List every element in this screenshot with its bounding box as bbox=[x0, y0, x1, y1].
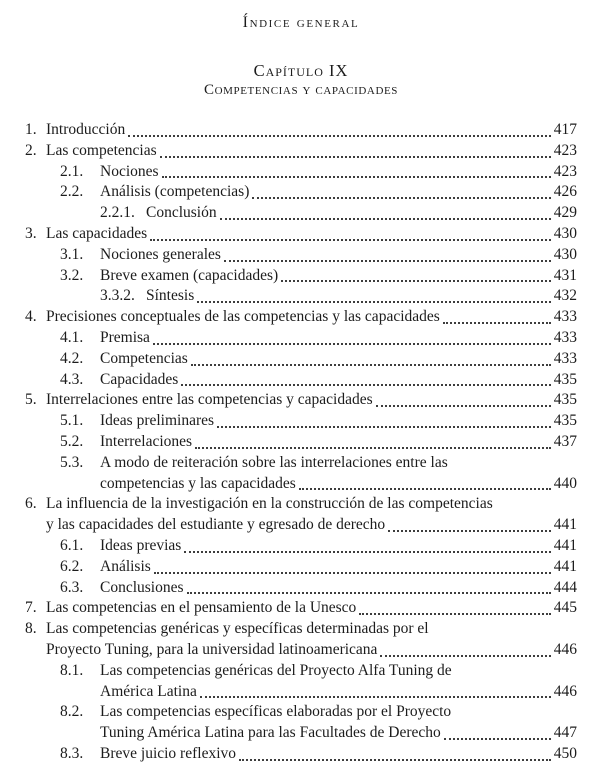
toc-entry-number: 3. bbox=[25, 224, 37, 242]
toc-entry-page: 446 bbox=[553, 640, 577, 658]
toc-entry-title: Las competencias genéricas y específicas determinadas por el bbox=[46, 620, 429, 638]
toc-entry-title: América Latina bbox=[100, 682, 197, 700]
toc-entry-title: Síntesis bbox=[146, 287, 195, 305]
toc-entry-page: 441 bbox=[553, 516, 577, 534]
toc-entry-body bbox=[100, 162, 577, 183]
toc-leader-dots bbox=[184, 551, 550, 553]
toc-entry-page: 441 bbox=[553, 536, 577, 554]
toc-entry-title: Competencias bbox=[100, 349, 188, 367]
toc-entry-title: y las capacidades del estudiante y egresado de derecho bbox=[46, 516, 386, 534]
toc-entry-number: 6.3. bbox=[60, 578, 84, 596]
page-title: Índice general bbox=[242, 14, 360, 31]
toc-entry-number: 7. bbox=[25, 599, 37, 617]
toc-entry-number: 6. bbox=[25, 495, 37, 513]
toc-entry-body bbox=[100, 557, 577, 578]
toc-entry-number: 5.1. bbox=[60, 412, 84, 430]
toc-entry-title: Breve juicio reflexivo bbox=[100, 744, 237, 762]
toc-entry-title: Las competencias específicas elaboradas por el Proyecto bbox=[100, 703, 452, 721]
toc-row bbox=[25, 474, 577, 495]
toc-leader-dots bbox=[299, 488, 551, 490]
toc-leader-dots bbox=[376, 405, 551, 407]
toc-entry-page: 433 bbox=[553, 308, 577, 326]
toc-entry-page: 440 bbox=[553, 474, 577, 492]
toc-entry-title: competencias y las capacidades bbox=[100, 474, 296, 492]
toc-entry-body bbox=[46, 141, 577, 162]
toc-leader-dots bbox=[444, 738, 551, 740]
toc-entry-title: Ideas preliminares bbox=[100, 412, 215, 430]
toc-entry-number: 3.1. bbox=[60, 245, 84, 263]
toc-leader-dots bbox=[388, 530, 551, 532]
toc-entry-title: Las competencias bbox=[46, 141, 157, 159]
toc-row bbox=[25, 224, 577, 245]
toc-entry-page: 447 bbox=[553, 724, 577, 742]
toc-entry-body bbox=[100, 328, 577, 349]
toc-entry-body bbox=[100, 432, 577, 453]
toc-row bbox=[25, 536, 577, 557]
toc-entry-title: Proyecto Tuning, para la universidad latinoamericana bbox=[46, 640, 378, 658]
toc-entry-page: 426 bbox=[553, 183, 577, 201]
toc-row bbox=[25, 162, 577, 183]
toc-entry-title: Análisis (competencias) bbox=[100, 183, 250, 201]
toc-entry-body bbox=[46, 390, 577, 411]
toc-list bbox=[25, 120, 577, 765]
toc-entry-title: Capacidades bbox=[100, 370, 179, 388]
toc-row bbox=[25, 182, 577, 203]
toc-row bbox=[25, 640, 577, 661]
toc-entry-page: 431 bbox=[553, 266, 577, 284]
toc-entry-body bbox=[100, 266, 577, 287]
toc-row bbox=[25, 411, 577, 432]
toc-entry-page: 432 bbox=[553, 287, 577, 305]
toc-entry-number: 5.3. bbox=[60, 453, 84, 471]
toc-entry-page: 417 bbox=[553, 121, 577, 138]
toc-row bbox=[25, 245, 577, 266]
toc-leader-dots bbox=[217, 426, 551, 428]
toc-entry-body bbox=[100, 182, 577, 203]
toc-row bbox=[25, 557, 577, 578]
toc-entry-title: Precisiones conceptuales de las competencias y las capacidades bbox=[46, 308, 440, 326]
toc-row bbox=[25, 619, 577, 640]
toc-entry-body bbox=[46, 515, 577, 536]
toc-leader-dots bbox=[181, 384, 550, 386]
toc-leader-dots bbox=[281, 280, 551, 282]
toc-leader-dots bbox=[191, 364, 551, 366]
toc-entry-title: Nociones generales bbox=[100, 245, 221, 263]
toc-leader-dots bbox=[380, 655, 550, 657]
toc-entry-page: 444 bbox=[553, 578, 577, 596]
toc-entry-page: 446 bbox=[553, 682, 577, 700]
toc-leader-dots bbox=[187, 592, 551, 594]
toc-entry-title: Interrelaciones bbox=[100, 432, 193, 450]
toc-row bbox=[25, 203, 577, 224]
toc-entry-body bbox=[100, 661, 577, 682]
toc-leader-dots bbox=[153, 343, 551, 345]
toc-entry-body bbox=[100, 744, 577, 765]
chapter-label: Capítulo IX bbox=[253, 61, 349, 80]
toc-row bbox=[25, 266, 577, 287]
toc-leader-dots bbox=[197, 301, 551, 303]
toc-entry-title: Conclusiones bbox=[100, 578, 184, 596]
toc-entry-number: 6.1. bbox=[60, 536, 84, 554]
toc-leader-dots bbox=[154, 572, 551, 574]
toc-leader-dots bbox=[239, 759, 551, 761]
toc-entry-title: La influencia de la investigación en la construcción de las competencias bbox=[46, 495, 493, 513]
toc-entry-title: Nociones bbox=[100, 162, 159, 180]
toc-entry-number: 6.2. bbox=[60, 557, 84, 575]
toc-entry-body bbox=[146, 203, 577, 224]
toc-row bbox=[25, 598, 577, 619]
toc-leader-dots bbox=[220, 218, 551, 220]
toc-entry-page: 435 bbox=[553, 412, 577, 430]
toc-leader-dots bbox=[443, 322, 551, 324]
toc-leader-dots bbox=[162, 176, 551, 178]
toc-entry-body bbox=[100, 723, 577, 744]
toc-entry-body bbox=[46, 494, 577, 515]
toc-entry-title: Breve examen (capacidades) bbox=[100, 266, 279, 284]
toc-entry-body bbox=[46, 224, 577, 245]
toc-entry-body bbox=[100, 453, 577, 474]
toc-row bbox=[25, 744, 577, 765]
toc-entry-number: 8.1. bbox=[60, 661, 84, 679]
toc-leader-dots bbox=[150, 239, 551, 241]
toc-leader-dots bbox=[252, 197, 550, 199]
toc-entry-body bbox=[100, 536, 577, 557]
toc-entry-number: 1. bbox=[25, 121, 37, 138]
toc-entry-number: 4.1. bbox=[60, 328, 84, 346]
toc-entry-title: Premisa bbox=[100, 328, 150, 346]
toc-entry-number: 8.3. bbox=[60, 744, 84, 762]
toc-leader-dots bbox=[224, 260, 551, 262]
toc-row bbox=[25, 682, 577, 703]
toc-entry-number: 4.3. bbox=[60, 370, 84, 388]
toc-entry-number: 3.3.2. bbox=[100, 287, 135, 305]
toc-entry-page: 450 bbox=[553, 744, 577, 762]
toc-entry-page: 430 bbox=[553, 224, 577, 242]
toc-entry-number: 3.2. bbox=[60, 266, 84, 284]
toc-row bbox=[25, 349, 577, 370]
toc-entry-body bbox=[100, 411, 577, 432]
toc-row bbox=[25, 661, 577, 682]
toc-entry-body bbox=[100, 578, 577, 599]
toc-entry-title: Las capacidades bbox=[46, 224, 148, 242]
toc-entry-body bbox=[46, 120, 577, 141]
toc-row bbox=[25, 453, 577, 474]
toc-leader-dots bbox=[160, 156, 551, 158]
toc-entry-number: 2.2. bbox=[60, 183, 84, 201]
toc-entry-number: 2. bbox=[25, 141, 37, 159]
toc-entry-number: 2.1. bbox=[60, 162, 84, 180]
toc-entry-body bbox=[100, 702, 577, 723]
toc-entry-body bbox=[146, 286, 577, 307]
toc-entry-body bbox=[100, 245, 577, 266]
toc-entry-number: 8.2. bbox=[60, 703, 84, 721]
toc-entry-number: 5.2. bbox=[60, 432, 84, 450]
toc-entry-page: 441 bbox=[553, 557, 577, 575]
toc-entry-title: Análisis bbox=[100, 557, 151, 575]
chapter-title: Competencias y capacidades bbox=[203, 82, 399, 98]
toc-entry-page: 435 bbox=[553, 391, 577, 409]
toc-entry-title: Las competencias en el pensamiento de la Unesco bbox=[46, 599, 357, 617]
toc-entry-title: Conclusión bbox=[146, 204, 217, 222]
toc-entry-title: Las competencias genéricas del Proyecto Alfa Tuning de bbox=[100, 661, 452, 679]
toc-row bbox=[25, 370, 577, 391]
toc-entry-number: 8. bbox=[25, 620, 37, 638]
toc-entry-number: 2.2.1. bbox=[100, 204, 135, 222]
toc-entry-number: 5. bbox=[25, 391, 37, 409]
toc-row bbox=[25, 141, 577, 162]
toc-row bbox=[25, 286, 577, 307]
toc-row bbox=[25, 120, 577, 141]
toc-row bbox=[25, 390, 577, 411]
toc-row bbox=[25, 307, 577, 328]
toc-leader-dots bbox=[128, 135, 551, 137]
toc-entry-page: 437 bbox=[553, 432, 577, 450]
toc-entry-page: 435 bbox=[553, 370, 577, 388]
toc-entry-page: 433 bbox=[553, 349, 577, 367]
toc-entry-body bbox=[100, 370, 577, 391]
toc-entry-page: 433 bbox=[553, 328, 577, 346]
toc-row bbox=[25, 702, 577, 723]
toc-entry-number: 4.2. bbox=[60, 349, 84, 367]
toc-entry-body bbox=[100, 349, 577, 370]
toc-row bbox=[25, 723, 577, 744]
toc-row bbox=[25, 494, 577, 515]
toc-entry-body bbox=[46, 640, 577, 661]
toc-row bbox=[25, 578, 577, 599]
toc-entry-title: Introducción bbox=[46, 121, 126, 138]
toc-entry-title: Tuning América Latina para las Facultades de Derecho bbox=[100, 724, 441, 742]
toc-leader-dots bbox=[200, 696, 551, 698]
toc-entry-page: 445 bbox=[553, 599, 577, 617]
toc-row bbox=[25, 328, 577, 349]
toc-leader-dots bbox=[195, 447, 551, 449]
toc-entry-title: A modo de reiteración sobre las interrelaciones entre las bbox=[100, 453, 448, 471]
toc-entry-body bbox=[46, 619, 577, 640]
toc-entry-page: 423 bbox=[553, 141, 577, 159]
toc-row bbox=[25, 515, 577, 536]
toc-entry-title: Ideas previas bbox=[100, 536, 182, 554]
toc-entry-body bbox=[46, 307, 577, 328]
toc-entry-page: 430 bbox=[553, 245, 577, 263]
toc-row bbox=[25, 432, 577, 453]
toc-entry-page: 423 bbox=[553, 162, 577, 180]
toc-entry-title: Interrelaciones entre las competencias y capacidades bbox=[46, 391, 373, 409]
toc-entry-body bbox=[46, 598, 577, 619]
toc-entry-page: 429 bbox=[553, 204, 577, 222]
toc-entry-body bbox=[100, 474, 577, 495]
toc-leader-dots bbox=[359, 613, 550, 615]
toc-entry-body bbox=[100, 682, 577, 703]
toc-entry-number: 4. bbox=[25, 308, 37, 326]
